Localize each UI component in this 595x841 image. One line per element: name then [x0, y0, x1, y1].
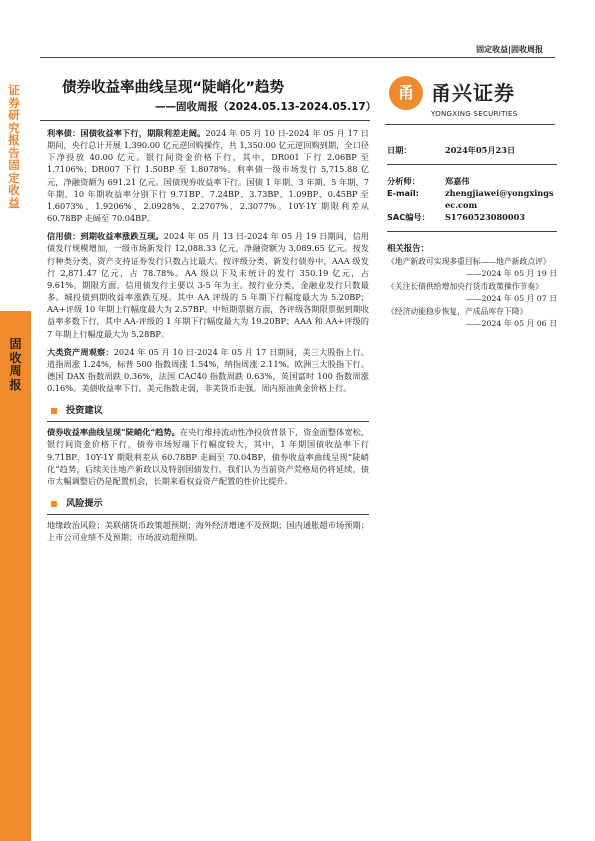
related-report-item[interactable]	[387, 256, 557, 279]
credit-bond-paragraph	[47, 230, 369, 339]
related-reports-heading: 相关报告：	[387, 243, 429, 253]
risk-warning-title: 风险提示	[66, 497, 103, 509]
analyst-row	[387, 175, 557, 187]
report-title: 债券收益率曲线呈现“陡峭化”趋势	[62, 80, 285, 96]
header-divider	[40, 57, 555, 58]
related-report-item[interactable]	[387, 281, 557, 304]
report-body	[47, 124, 369, 543]
credit-bond-lead: 信用债：到期收益率涨跌互现。	[47, 231, 164, 242]
analyst-name: 郑嘉伟	[445, 176, 470, 186]
credit-bond-text: 2024 年 05 月 13 日-2024 年 05 月 19 日期间，信用债发行规模增加，一级市场新发行 12,088.33 亿元，净融资额为 3,089.65 亿元。按发行种类分类，资产支持证券发行只数占比最大。按评级分类，新发行债券中，AAA 级发行 2,871.47 亿元，占 78.78%。AA 级以下及未统计的发行 350.19 亿元，占 9.61%。期限方面，信用债发行主要以 3-5 年为主。按行业分类，金融业发行只数最多。城投债到期收益率涨跌互现。其中 AA 评级的 5 年期下行幅度最大为 5.20BP；AA+评级 10 年期上行幅度最大为 2.57BP。中短期票据方面，各评级各期限票据到期收益率多数下行，其中 AA-评级的 1 年期下行幅度最大为 19.20BP；AAA 和 AA+评级的 7 年期上行幅度最大为 5.28BP。	[47, 231, 369, 339]
investment-advice-lead: 债券收益率曲线呈现“陡峭化”趋势。	[47, 427, 180, 438]
sac-number: S1760523080003	[445, 212, 525, 222]
related-report-date: ——2024 年 05 月 06 日	[465, 318, 557, 328]
sidebar-report-type-label: 固收周报	[9, 337, 22, 392]
meta-divider	[387, 164, 557, 165]
related-report-date: ——2024 年 05 月 19 日	[465, 268, 557, 278]
report-date-label: 日期：	[387, 145, 412, 155]
logo-chinese-name: 甬兴证券	[431, 81, 515, 105]
section-bullet-icon	[51, 501, 57, 507]
investment-advice-text: 在央行维持流动性净投放背景下，资金面整体宽松，银行间资金价格下行，债券市场短端下行幅度较大，其中，1 年期国债收益率下行 9.71BP，10Y-1Y 期限利差从 60.78BP 走阔至 70.04BP，债券收益率曲线呈现“陡峭化”趋势，后续关注地产新政以及特别国债发行，我们认为当前资产荒格局仍将延续，债市大幅调整后仍是配置机会，长期来看权益资产配置的性价比提升。	[47, 427, 369, 486]
section-divider	[47, 514, 369, 515]
report-category-tag: 固定收益|固收周报	[476, 45, 543, 54]
rates-bond-lead: 利率债：国债收益率下行，期限利差走阔。	[47, 128, 206, 138]
related-report-title[interactable]: 《地产新政可实现多重目标——地产新政点评》	[387, 257, 551, 266]
asset-class-text: 2024 年 05 月 10 日-2024 年 05 月 17 日期间，美三大股指上行。道指周涨 1.24%，标普 500 指数周涨 1.54%，纳指周涨 2.11%。欧洲三大股指下行。德国 DAX 指数周跌 0.36%，法国 CAC40 指数周跌 0.63%，英国富时 100 指数周涨 0.16%。美债收益率下行。美元指数走弱，非美货币走强。周内原油黄金价格上行。	[47, 346, 369, 394]
rates-bond-paragraph	[47, 124, 369, 224]
email-row	[387, 187, 557, 211]
logo-divider	[385, 124, 555, 125]
report-meta-column	[387, 130, 557, 329]
report-subtitle: ——固收周报（2024.05.13-2024.05.17）	[155, 101, 377, 113]
company-logo	[385, 72, 555, 124]
asset-class-lead: 大类资产周观察：	[47, 346, 114, 357]
related-report-date: ——2024 年 05 月 07 日	[465, 293, 557, 303]
report-date-row	[387, 144, 557, 156]
risk-warning-text: 地缘政治风险；美联储货币政策超预期；海外经济增速不及预期；国内通胀超市场预期；上市公司业绩不及预期；市场波动超预期。	[47, 520, 369, 543]
sac-row	[387, 211, 557, 223]
asset-class-paragraph	[47, 346, 369, 395]
related-report-title[interactable]: 《经济动能稳步恢复，产成品库存下降》	[387, 307, 528, 316]
rates-bond-text: 2024 年 05 月 10 日-2024 年 05 月 17 日期间，央行总计开展 1,390.00 亿元逆回购操作，共 1,350.00 亿元逆回购到期，全口径下净投放 40.00 亿元。银行间资金价格下行，其中，DR001 下行 2.06BP 至 1.7106%；DR007 下行 1.50BP 至 1.8078%。利率债一级市场发行 5,715.88 亿元，净融资额为 691.21 亿元。国债现券收益率下行。国债 1 年期、3 年期、5 年期、7 年期、10 年期收益率分别下行 9.71BP、7.24BP、3.73BP、1.09BP、0.45BP 至 1.6073%、1.9206%、2.0928%、2.2707%、2.3077%。10Y-1Y 期限利差从 60.78BP 走阔至 70.04BP。	[47, 128, 369, 224]
investment-advice-title: 投资建议	[66, 405, 103, 417]
investment-advice-paragraph	[47, 426, 369, 487]
section-divider	[47, 421, 369, 422]
risk-warning-heading	[47, 497, 369, 511]
related-report-title[interactable]: 《关注长债供给增加央行货币政策操作节奏》	[387, 282, 543, 291]
email-label: E-mail:	[387, 188, 419, 198]
section-bullet-icon	[51, 408, 57, 414]
logo-mark-icon: 甬	[389, 76, 423, 110]
title-divider	[40, 120, 370, 121]
sac-label: SAC编号：	[387, 212, 430, 222]
related-report-item[interactable]	[387, 306, 557, 329]
analyst-label: 分析师：	[387, 176, 420, 186]
meta-divider	[387, 231, 557, 232]
investment-advice-heading	[47, 404, 369, 418]
logo-english-name: YONGXING SECURITIES	[431, 110, 518, 118]
sidebar-category-label: 证券研究报告 固定收益	[8, 83, 20, 210]
report-date-value: 2024年05月23日	[445, 145, 516, 155]
email-link[interactable]: zhengjiawei@yongxingsec.com	[445, 188, 554, 210]
